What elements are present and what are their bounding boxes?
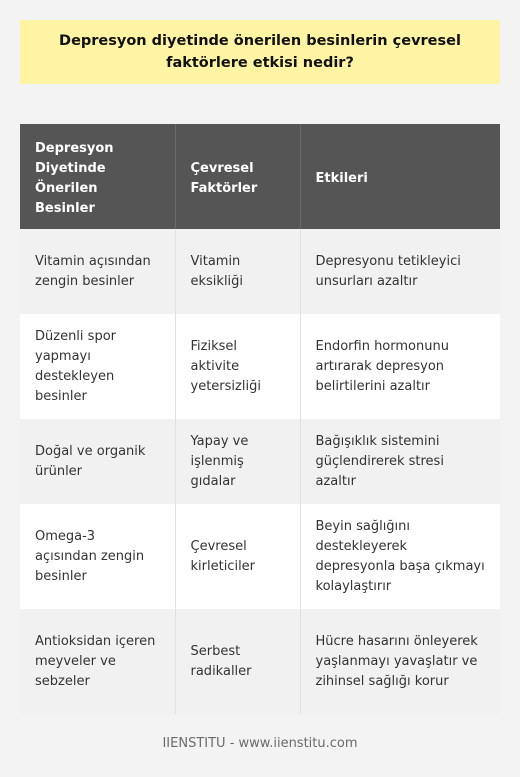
table-cell-effect: Depresyonu tetikleyici unsurları azaltır	[300, 229, 500, 314]
table-row	[20, 609, 500, 714]
title-banner	[20, 20, 500, 84]
table-header-row	[20, 124, 500, 229]
table-cell-factor: Yapay ve işlenmiş gıdalar	[175, 419, 300, 504]
table-row	[20, 314, 500, 419]
table-cell-effect: Beyin sağlığını destekleyerek depresyonla başa çıkmayı kolaylaştırır	[300, 504, 500, 609]
page-title: Depresyon diyetinde önerilen besinlerin çevresel faktörlere etkisi nedir?	[59, 33, 461, 71]
table-cell-food: Doğal ve organik ürünler	[20, 419, 175, 504]
column-header-effects: Etkileri	[300, 124, 500, 229]
table-cell-food: Antioksidan içeren meyveler ve sebzeler	[20, 609, 175, 714]
table-row	[20, 419, 500, 504]
footer-credit: IIENSTITU - www.iienstitu.com	[162, 736, 358, 751]
table-cell-effect: Hücre hasarını önleyerek yaşlanmayı yavaşlatır ve zihinsel sağlığı korur	[300, 609, 500, 714]
table-row	[20, 504, 500, 609]
table-cell-effect: Endorfin hormonunu artırarak depresyon belirtilerini azaltır	[300, 314, 500, 419]
table-row	[20, 229, 500, 314]
table-cell-food: Düzenli spor yapmayı destekleyen besinler	[20, 314, 175, 419]
table-cell-factor: Fiziksel aktivite yetersizliği	[175, 314, 300, 419]
column-header-environmental-factors: Çevresel Faktörler	[175, 124, 300, 229]
table-cell-food: Omega-3 açısından zengin besinler	[20, 504, 175, 609]
table-cell-factor: Çevresel kirleticiler	[175, 504, 300, 609]
data-table	[20, 124, 500, 714]
table-cell-factor: Vitamin eksikliği	[175, 229, 300, 314]
column-header-foods: Depresyon Diyetinde Önerilen Besinler	[20, 124, 175, 229]
table-cell-factor: Serbest radikaller	[175, 609, 300, 714]
table-cell-food: Vitamin açısından zengin besinler	[20, 229, 175, 314]
table-cell-effect: Bağışıklık sistemini güçlendirerek stresi azaltır	[300, 419, 500, 504]
